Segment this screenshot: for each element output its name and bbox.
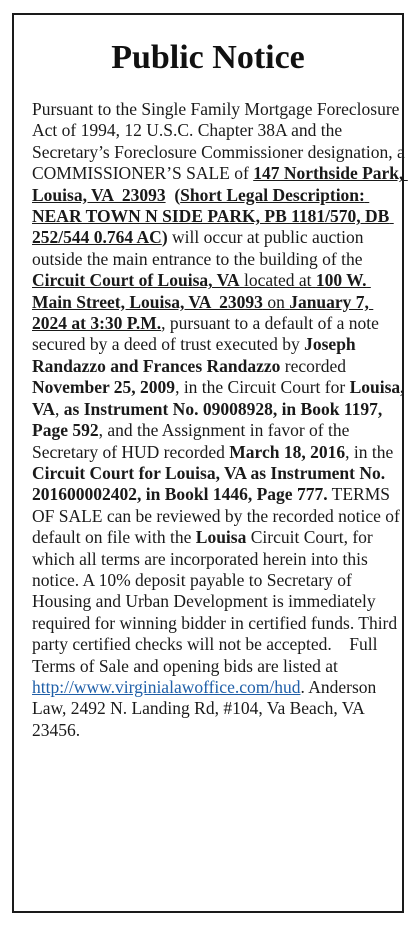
- notice-text-segment: will occur at public auction outside the main entrance to the building of the: [32, 227, 368, 269]
- hud-terms-link[interactable]: http://www.virginialawoffice.com/hud: [32, 676, 301, 697]
- notice-text-segment: , and the Assignment in favor of the Secretary of HUD recorded: [32, 420, 354, 462]
- notice-text-segment: January 7, 2024 at 3:30 P.M.: [32, 291, 374, 334]
- public-notice-box: [12, 13, 410, 913]
- notice-text-segment: Louisa: [195, 527, 247, 548]
- notice-text-segment: . Anderson Law, 2492 N. Landing Rd, #104, Va Beach, VA 23456.: [32, 676, 381, 740]
- notice-text-segment: 100 W. Main Street, Louisa, VA 23093: [32, 270, 371, 312]
- notice-text-segment: (: [165, 184, 181, 205]
- notice-text-segment: Circuit Court for Louisa, VA as Instrument No. 201600002402, in Bookl 1446, Page 777.: [32, 462, 390, 505]
- notice-text-segment: as Instrument No. 09008928, in Book 1197, Page 592: [32, 398, 387, 441]
- notice-text-segment: 147 Northside Park, Louisa, VA 23093: [32, 163, 408, 205]
- notice-text-segment: ): [161, 227, 168, 248]
- notice-text-segment: Pursuant to the Single Family Mortgage Foreclosure Act of 1994, 12 U.S.C. Chapter 38A and the Secretary’s Foreclosure Commissioner designation, a COMMISSIONER’S SALE of: [32, 99, 410, 184]
- notice-body: [32, 99, 410, 741]
- notice-text-segment: TERMS OF SALE can be reviewed by the recorded notice of default on file with the: [32, 484, 405, 548]
- notice-text-segment: Joseph Randazzo and Frances Randazzo: [32, 334, 361, 376]
- notice-text-segment: on: [262, 291, 290, 312]
- notice-text-segment: November 25, 2009: [32, 377, 176, 398]
- notice-text-segment: located at: [239, 270, 316, 291]
- notice-text-segment: Short Legal Description: NEAR TOWN N SIDE PARK, PB 1181/570, DB 252/544 0.764 AC: [32, 184, 394, 248]
- notice-text-segment: recorded: [280, 355, 351, 376]
- notice-title: Public Notice: [111, 39, 305, 76]
- notice-text-segment: , in the: [345, 441, 398, 462]
- notice-text-segment: Circuit Court, for which all terms are incorporated herein into this notice. A 10% deposit payable to Secretary of Housing and Urban Development is immediately required for winning bidder in certified funds. Third party certified checks will not be accepted. Full Terms of Sale and opening bids are listed at: [32, 527, 402, 676]
- notice-text-segment: Louisa, VA: [32, 377, 409, 419]
- notice-text-segment: ,: [55, 398, 64, 419]
- notice-text-segment: March 18, 2016: [229, 441, 346, 462]
- notice-text-segment: , pursuant to a default of a note secured by a deed of trust executed by: [32, 313, 384, 355]
- notice-text-segment: , in the Circuit Court for: [175, 377, 350, 398]
- notice-text-segment: Circuit Court of Louisa, VA: [32, 270, 240, 291]
